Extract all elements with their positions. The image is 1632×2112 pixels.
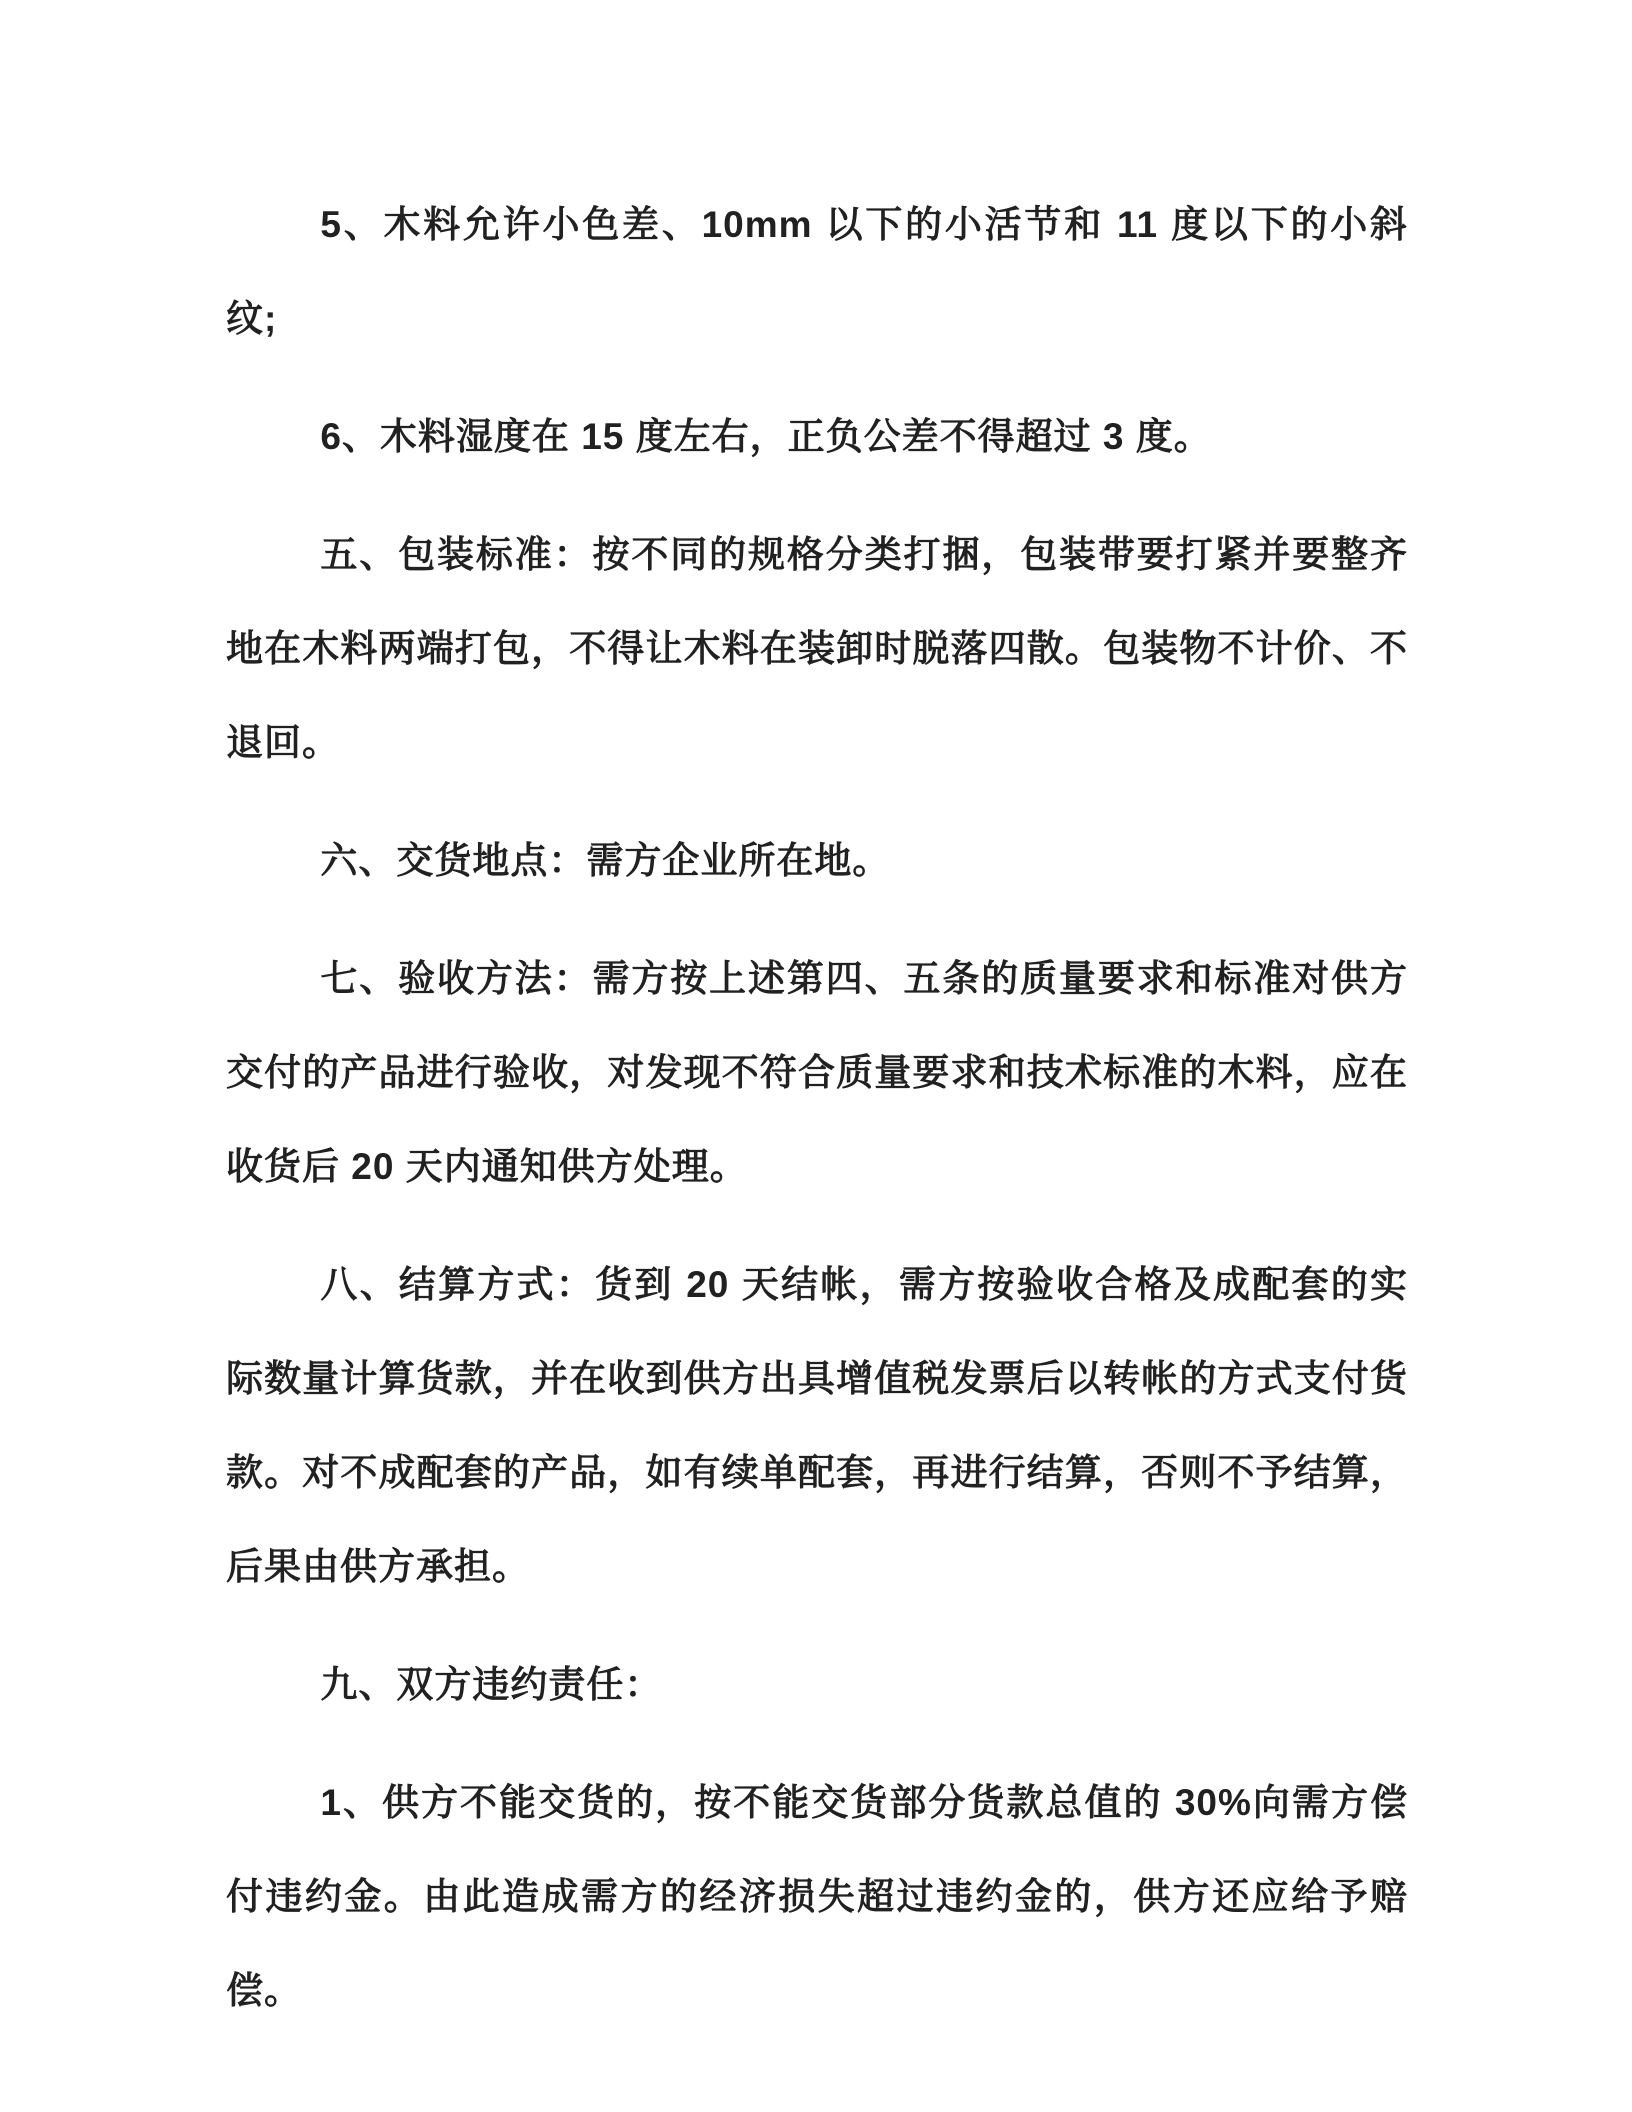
paragraph-section-5-packing: 五、包装标准：按不同的规格分类打捆，包装带要打紧并要整齐地在木料两端打包，不得让木料在装卸时脱落四散。包装物不计价、不退回。 [226, 534, 1408, 763]
paragraph-item-6: 6、木料湿度在 15 度左右，正负公差不得超过 3 度。 [320, 416, 1212, 457]
document-body [226, 178, 1408, 2038]
paragraph-section-7-inspection: 七、验收方法：需方按上述第四、五条的质量要求和标准对供方交付的产品进行验收，对发现不符合质量要求和技术标准的木料，应在收货后 20 天内通知供方处理。 [226, 958, 1408, 1187]
paragraph-section-8-settlement: 八、结算方式：货到 20 天结帐，需方按验收合格及成配套的实际数量计算货款，并在收到供方出具增值税发票后以转帐的方式支付货款。对不成配套的产品，如有续单配套，再进行结算，否则不予结算，后果由供方承担。 [226, 1264, 1408, 1587]
paragraph-section-9-liability: 九、双方违约责任： [320, 1664, 663, 1705]
paragraph-section-6-delivery: 六、交货地点：需方企业所在地。 [320, 840, 891, 881]
paragraph-liability-item-1: 1、供方不能交货的，按不能交货部分货款总值的 30%向需方偿付违约金。由此造成需方的经济损失超过违约金的，供方还应给予赔偿。 [226, 1782, 1408, 2011]
paragraph-item-5: 5、木料允许小色差、10mm 以下的小活节和 11 度以下的小斜纹; [226, 204, 1408, 339]
